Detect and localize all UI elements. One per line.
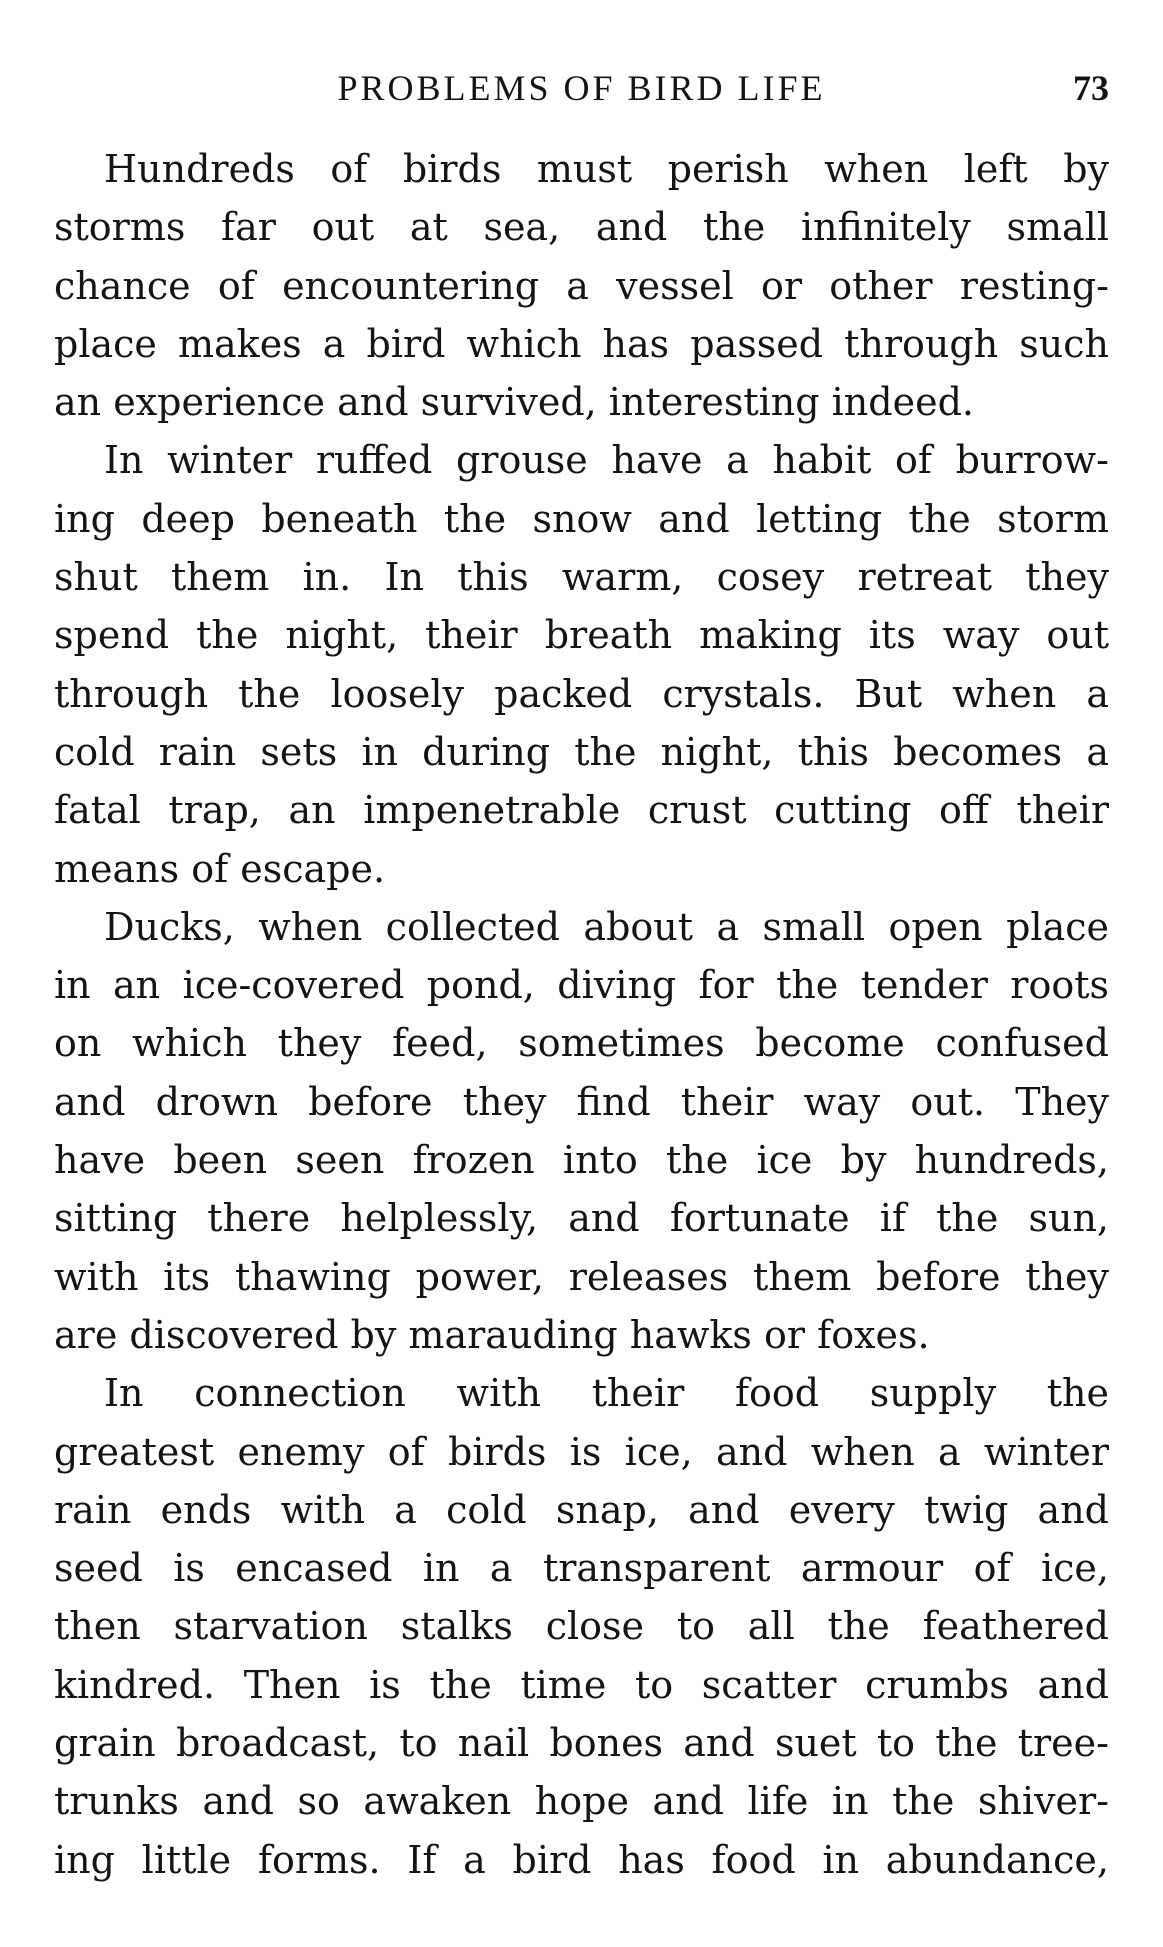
text-line: trunks and so awaken hope and life in the shiver-: [54, 1779, 1109, 1824]
text-line: are discovered by marauding hawks or foxes.: [54, 1312, 930, 1357]
text-line: In connection with their food supply the: [104, 1371, 1109, 1416]
text-line: spend the night, their breath making its way out: [54, 613, 1109, 658]
text-line: rain ends with a cold snap, and every twig and: [54, 1487, 1109, 1532]
page-number: 73: [1073, 68, 1109, 108]
text-line: have been seen frozen into the ice by hundreds,: [54, 1138, 1109, 1183]
text-line: grain broadcast, to nail bones and suet to the tree-: [54, 1721, 1109, 1766]
text-line: chance of encountering a vessel or other resting-: [54, 263, 1109, 308]
text-line: fatal trap, an impenetrable crust cutting off their: [54, 788, 1109, 833]
text-line: in an ice-covered pond, diving for the tender roots: [54, 963, 1109, 1008]
text-line: means of escape.: [54, 846, 386, 891]
body-text: [54, 140, 1109, 1889]
text-line: In winter ruffed grouse have a habit of burrow-: [104, 438, 1109, 483]
text-line: ing little forms. If a bird has food in abundance,: [54, 1837, 1109, 1882]
text-line: then starvation stalks close to all the feathered: [54, 1604, 1109, 1649]
text-line: an experience and survived, interesting indeed.: [54, 380, 974, 425]
text-line: kindred. Then is the time to scatter crumbs and: [54, 1662, 1109, 1707]
paragraph-2: [54, 431, 1109, 897]
text-line: on which they feed, sometimes become confused: [54, 1021, 1109, 1066]
text-line: place makes a bird which has passed through such: [54, 321, 1109, 366]
text-line: and drown before they find their way out. They: [54, 1079, 1109, 1124]
text-line: Ducks, when collected about a small open place: [104, 904, 1109, 949]
paragraph-1: [54, 140, 1109, 431]
text-line: sitting there helplessly, and fortunate if the sun,: [54, 1196, 1109, 1241]
paragraph-3: [54, 898, 1109, 1364]
text-line: storms far out at sea, and the infinitely small: [54, 205, 1109, 250]
text-line: ing deep beneath the snow and letting the storm: [54, 496, 1109, 541]
text-line: greatest enemy of birds is ice, and when a winter: [54, 1429, 1109, 1474]
text-line: through the loosely packed crystals. But when a: [54, 671, 1109, 716]
text-line: cold rain sets in during the night, this becomes a: [54, 729, 1109, 774]
text-line: with its thawing power, releases them before they: [54, 1254, 1109, 1299]
text-line: seed is encased in a transparent armour of ice,: [54, 1546, 1109, 1591]
running-head: [54, 68, 1109, 108]
paragraph-4: [54, 1364, 1109, 1889]
text-line: shut them in. In this warm, cosey retreat they: [54, 555, 1109, 600]
running-title: PROBLEMS OF BIRD LIFE: [337, 68, 826, 108]
text-line: Hundreds of birds must perish when left by: [104, 147, 1109, 191]
